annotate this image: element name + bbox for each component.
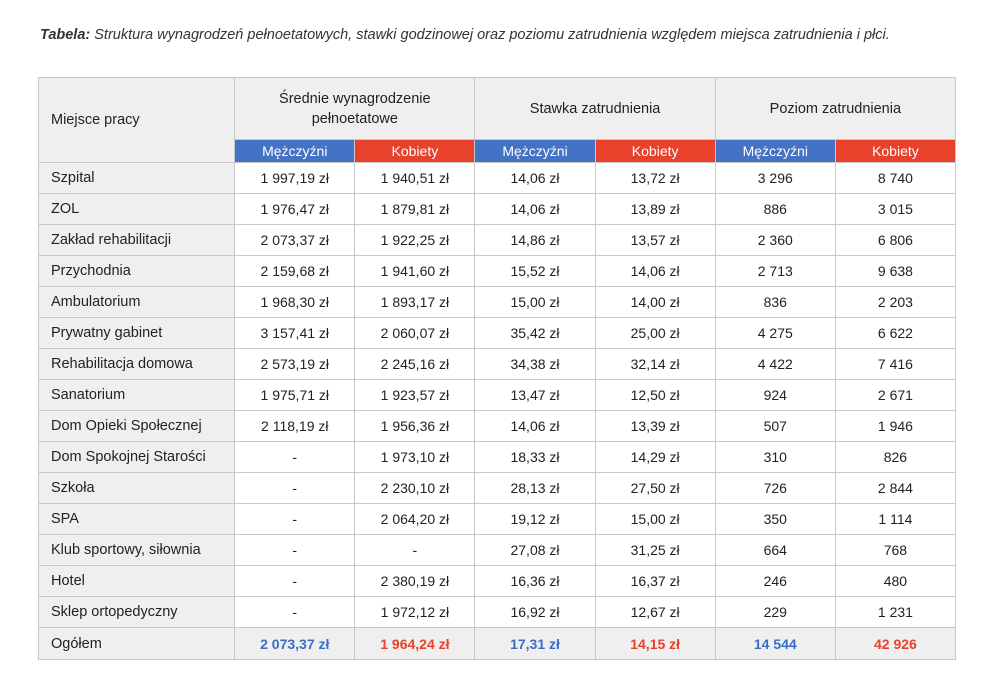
- row-label: ZOL: [39, 194, 235, 225]
- table-row: [39, 473, 956, 504]
- cell-salary-women: 1 941,60 zł: [355, 256, 475, 287]
- cell-salary-men: 1 975,71 zł: [235, 380, 355, 411]
- table-row: [39, 597, 956, 628]
- cell-salary-men: -: [235, 473, 355, 504]
- cell-employment-women: 2 203: [835, 287, 955, 318]
- cell-rate-men: 14,06 zł: [475, 194, 595, 225]
- cell-salary-men: -: [235, 535, 355, 566]
- table-row: [39, 566, 956, 597]
- cell-salary-men: -: [235, 597, 355, 628]
- cell-salary-men: -: [235, 442, 355, 473]
- cell-salary-women: 1 956,36 zł: [355, 411, 475, 442]
- row-label: Przychodnia: [39, 256, 235, 287]
- cell-employment-women: 1 114: [835, 504, 955, 535]
- cell-salary-men: -: [235, 504, 355, 535]
- cell-rate-men: 16,36 zł: [475, 566, 595, 597]
- cell-salary-women: 1 879,81 zł: [355, 194, 475, 225]
- cell-employment-men: 664: [715, 535, 835, 566]
- cell-salary-women: 1 972,12 zł: [355, 597, 475, 628]
- cell-salary-women: 1 893,17 zł: [355, 287, 475, 318]
- cell-salary-men: 2 118,19 zł: [235, 411, 355, 442]
- cell-salary-men: 1 976,47 zł: [235, 194, 355, 225]
- table-row: [39, 411, 956, 442]
- table-caption: [40, 27, 980, 43]
- row-label: Klub sportowy, siłownia: [39, 535, 235, 566]
- cell-employment-women: 6 806: [835, 225, 955, 256]
- cell-salary-men: 1 968,30 zł: [235, 287, 355, 318]
- row-label: Sklep ortopedyczny: [39, 597, 235, 628]
- row-label: Rehabilitacja domowa: [39, 349, 235, 380]
- group-header-rate: Stawka zatrudnienia: [475, 78, 715, 140]
- cell-rate-men: 18,33 zł: [475, 442, 595, 473]
- cell-salary-men: 2 159,68 zł: [235, 256, 355, 287]
- cell-salary-women: 1 940,51 zł: [355, 163, 475, 194]
- cell-rate-women: 12,67 zł: [595, 597, 715, 628]
- cell-employment-women: 6 622: [835, 318, 955, 349]
- cell-employment-women: 480: [835, 566, 955, 597]
- cell-salary-women: 2 230,10 zł: [355, 473, 475, 504]
- cell-rate-women: 14,06 zł: [595, 256, 715, 287]
- table-row: [39, 442, 956, 473]
- cell-salary-women: 2 245,16 zł: [355, 349, 475, 380]
- cell-salary-men: -: [235, 566, 355, 597]
- cell-rate-men: 28,13 zł: [475, 473, 595, 504]
- row-label: Szpital: [39, 163, 235, 194]
- table-row: [39, 163, 956, 194]
- cell-employment-men: 350: [715, 504, 835, 535]
- cell-employment-women: 768: [835, 535, 955, 566]
- cell-employment-men: 836: [715, 287, 835, 318]
- cell-rate-women: 13,57 zł: [595, 225, 715, 256]
- cell-rate-men: 14,86 zł: [475, 225, 595, 256]
- subheader-men: Mężczyźni: [475, 140, 595, 163]
- cell-employment-men: 4 275: [715, 318, 835, 349]
- cell-rate-women: 16,37 zł: [595, 566, 715, 597]
- cell-rate-women: 13,39 zł: [595, 411, 715, 442]
- cell-employment-men: 886: [715, 194, 835, 225]
- cell-rate-women: 13,89 zł: [595, 194, 715, 225]
- total-row: [39, 628, 956, 660]
- group-header-salary: Średnie wynagrodzenie pełnoetatowe: [235, 78, 475, 140]
- table-row: [39, 535, 956, 566]
- table-row: [39, 380, 956, 411]
- cell-employment-women: 1 946: [835, 411, 955, 442]
- cell-employment-men: 310: [715, 442, 835, 473]
- cell-rate-women: 27,50 zł: [595, 473, 715, 504]
- subheader-women: Kobiety: [595, 140, 715, 163]
- row-label: Dom Opieki Społecznej: [39, 411, 235, 442]
- table-row: [39, 318, 956, 349]
- cell-employment-men: 246: [715, 566, 835, 597]
- cell-employment-women: 2 671: [835, 380, 955, 411]
- cell-rate-men: 15,52 zł: [475, 256, 595, 287]
- cell-salary-men: 2 073,37 zł: [235, 225, 355, 256]
- row-label: Sanatorium: [39, 380, 235, 411]
- cell-rate-women: 14,29 zł: [595, 442, 715, 473]
- row-label: Hotel: [39, 566, 235, 597]
- cell-rate-women: 12,50 zł: [595, 380, 715, 411]
- subheader-men: Mężczyźni: [235, 140, 355, 163]
- cell-salary-men: 2 573,19 zł: [235, 349, 355, 380]
- cell-salary-women: 2 060,07 zł: [355, 318, 475, 349]
- cell-employment-men: 2 713: [715, 256, 835, 287]
- row-label: Ambulatorium: [39, 287, 235, 318]
- subheader-men: Mężczyźni: [715, 140, 835, 163]
- cell-employment-women: 1 231: [835, 597, 955, 628]
- cell-employment-women: 7 416: [835, 349, 955, 380]
- table-row: [39, 194, 956, 225]
- cell-rate-men: 13,47 zł: [475, 380, 595, 411]
- cell-rate-men: 19,12 zł: [475, 504, 595, 535]
- total-label: Ogółem: [39, 628, 235, 660]
- row-label: Dom Spokojnej Starości: [39, 442, 235, 473]
- cell-employment-men: 924: [715, 380, 835, 411]
- total-rate-men: 17,31 zł: [475, 628, 595, 660]
- cell-rate-women: 32,14 zł: [595, 349, 715, 380]
- cell-employment-women: 826: [835, 442, 955, 473]
- row-label: Szkoła: [39, 473, 235, 504]
- total-rate-women: 14,15 zł: [595, 628, 715, 660]
- salary-table: [38, 77, 956, 660]
- subheader-women: Kobiety: [355, 140, 475, 163]
- cell-rate-men: 35,42 zł: [475, 318, 595, 349]
- cell-employment-men: 229: [715, 597, 835, 628]
- caption-text: Struktura wynagrodzeń pełnoetatowych, stawki godzinowej oraz poziomu zatrudnienia względem miejsca zatrudnienia i płci.: [94, 27, 890, 43]
- cell-employment-women: 2 844: [835, 473, 955, 504]
- cell-employment-men: 507: [715, 411, 835, 442]
- cell-salary-women: 2 380,19 zł: [355, 566, 475, 597]
- cell-salary-men: 3 157,41 zł: [235, 318, 355, 349]
- cell-rate-men: 14,06 zł: [475, 163, 595, 194]
- cell-rate-men: 34,38 zł: [475, 349, 595, 380]
- table-row: [39, 504, 956, 535]
- subheader-women: Kobiety: [835, 140, 955, 163]
- cell-rate-women: 15,00 zł: [595, 504, 715, 535]
- table-row: [39, 349, 956, 380]
- table-body: [39, 163, 956, 660]
- cell-rate-women: 14,00 zł: [595, 287, 715, 318]
- cell-salary-women: 1 923,57 zł: [355, 380, 475, 411]
- total-salary-men: 2 073,37 zł: [235, 628, 355, 660]
- cell-salary-women: 2 064,20 zł: [355, 504, 475, 535]
- cell-rate-women: 25,00 zł: [595, 318, 715, 349]
- total-employment-men: 14 544: [715, 628, 835, 660]
- cell-employment-men: 4 422: [715, 349, 835, 380]
- cell-rate-men: 27,08 zł: [475, 535, 595, 566]
- group-header-employment: Poziom zatrudnienia: [715, 78, 955, 140]
- cell-employment-men: 3 296: [715, 163, 835, 194]
- total-salary-women: 1 964,24 zł: [355, 628, 475, 660]
- cell-employment-women: 9 638: [835, 256, 955, 287]
- table-row: [39, 225, 956, 256]
- row-label: SPA: [39, 504, 235, 535]
- row-label: Zakład rehabilitacji: [39, 225, 235, 256]
- row-label: Prywatny gabinet: [39, 318, 235, 349]
- table-row: [39, 287, 956, 318]
- corner-header: Miejsce pracy: [39, 78, 235, 163]
- cell-salary-women: -: [355, 535, 475, 566]
- cell-rate-women: 13,72 zł: [595, 163, 715, 194]
- cell-salary-women: 1 922,25 zł: [355, 225, 475, 256]
- cell-employment-women: 3 015: [835, 194, 955, 225]
- total-employment-women: 42 926: [835, 628, 955, 660]
- cell-salary-women: 1 973,10 zł: [355, 442, 475, 473]
- caption-prefix: Tabela:: [40, 27, 91, 43]
- cell-rate-women: 31,25 zł: [595, 535, 715, 566]
- cell-employment-women: 8 740: [835, 163, 955, 194]
- cell-salary-men: 1 997,19 zł: [235, 163, 355, 194]
- cell-rate-men: 14,06 zł: [475, 411, 595, 442]
- cell-rate-men: 15,00 zł: [475, 287, 595, 318]
- table-row: [39, 256, 956, 287]
- cell-employment-men: 2 360: [715, 225, 835, 256]
- header-row: [39, 78, 956, 140]
- cell-employment-men: 726: [715, 473, 835, 504]
- cell-rate-men: 16,92 zł: [475, 597, 595, 628]
